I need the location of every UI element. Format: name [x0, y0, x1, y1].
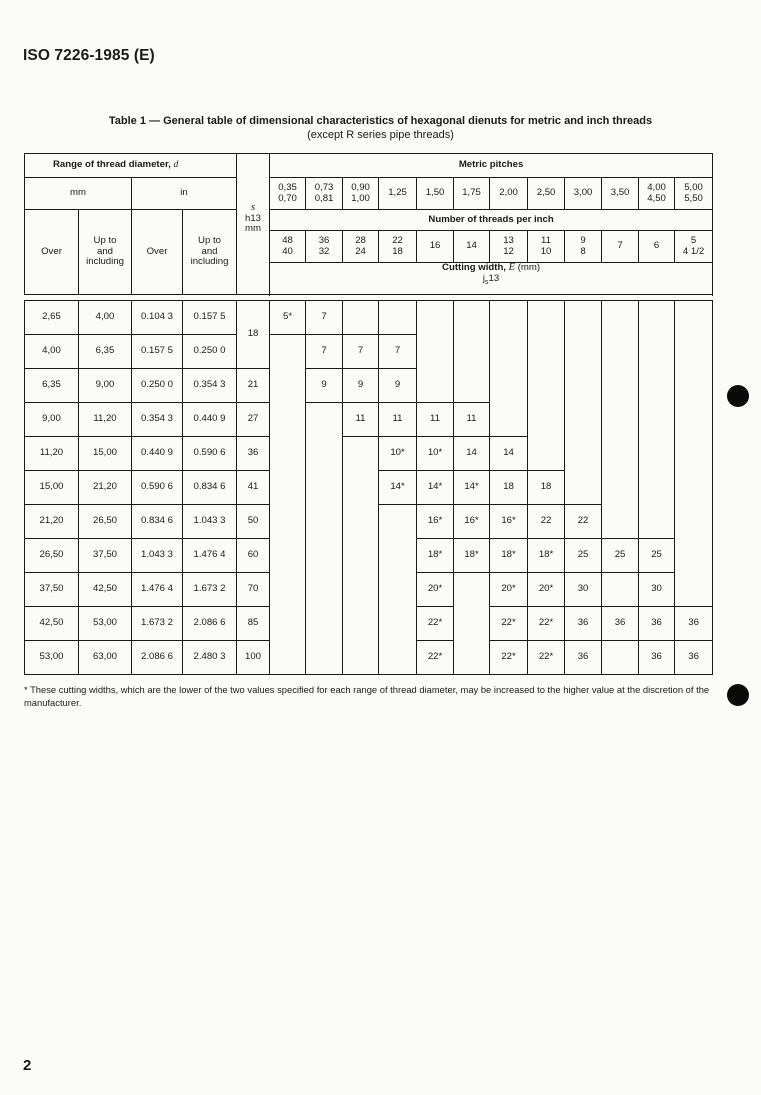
cutting-width-cell [639, 301, 675, 335]
cutting-width-cell [379, 607, 417, 641]
cutting-width-cell: 18* [490, 539, 528, 573]
up-to-text: and [201, 245, 218, 257]
diameter-in-over-cell: 0.440 9 [132, 437, 183, 471]
cutting-width-heading: Cutting width, [442, 262, 509, 274]
cutting-width-cell [675, 505, 713, 539]
cutting-width-cell: 14 [454, 437, 490, 471]
tpi-value-cell [490, 231, 528, 263]
pitch-value: 4,50 [647, 192, 666, 204]
tpi-value: 10 [540, 245, 552, 257]
diameter-in-upto-cell: 1.043 3 [183, 505, 237, 539]
cutting-width-cell: 36 [675, 607, 713, 641]
cutting-width-cell: 18 [490, 471, 528, 505]
metric-pitches-heading: Metric pitches [270, 154, 713, 178]
s-value-cell: 85 [237, 607, 270, 641]
range-heading-variable: d [173, 159, 179, 171]
cutting-width-cell: 7 [306, 301, 343, 335]
in-upto-heading [183, 210, 237, 295]
diameter-in-over-cell: 0.250 0 [132, 369, 183, 403]
cutting-width-cell [565, 369, 602, 403]
cutting-width-cell: 20* [417, 573, 454, 607]
cutting-width-cell [490, 301, 528, 335]
pitch-value: 4,00 [647, 182, 666, 193]
cutting-width-cell: 11 [417, 403, 454, 437]
mm-over-heading: Over [25, 210, 79, 295]
s-value-cell: 50 [237, 505, 270, 539]
table-subtitle: (except R series pipe threads) [307, 129, 454, 141]
s-value-cell: 27 [237, 403, 270, 437]
cutting-width-cell: 9 [306, 369, 343, 403]
tpi-value: 18 [392, 245, 403, 257]
diameter-in-over-cell: 0.354 3 [132, 403, 183, 437]
pitch-value: 3,50 [610, 187, 630, 199]
table-row [25, 437, 713, 471]
cutting-width-cell [343, 573, 379, 607]
tpi-value: 11 [541, 235, 552, 246]
table-row [25, 539, 713, 573]
diameter-mm-over-cell: 37,50 [25, 573, 79, 607]
diameter-in-over-cell: 1.476 4 [132, 573, 183, 607]
unit-in-heading: in [132, 178, 237, 210]
cutting-width-cell: 11 [454, 403, 490, 437]
tpi-value: 13 [503, 235, 514, 246]
cutting-width-cell [528, 437, 565, 471]
pitch-value: 0,70 [278, 192, 297, 204]
s-value-cell: 41 [237, 471, 270, 505]
cutting-width-cell [602, 471, 639, 505]
s-value-cell: 70 [237, 573, 270, 607]
cutting-width-cell [270, 403, 306, 437]
pitch-value: 1,75 [462, 187, 481, 199]
cutting-width-cell [343, 539, 379, 573]
cutting-width-cell [565, 437, 602, 471]
pitch-value-cell [417, 178, 454, 210]
cutting-width-cell [565, 403, 602, 437]
diameter-mm-upto-cell: 53,00 [79, 607, 132, 641]
cutting-width-cell [270, 573, 306, 607]
tpi-value: 12 [503, 245, 514, 257]
cutting-width-cell [306, 437, 343, 471]
cutting-width-cell [602, 437, 639, 471]
tpi-value-cell [306, 231, 343, 263]
pitch-value-cell [565, 178, 602, 210]
cutting-width-cell [639, 437, 675, 471]
diameter-mm-upto-cell: 11,20 [79, 403, 132, 437]
s-unit: mm [245, 223, 262, 235]
table-footnote: * These cutting widths, which are the lower of the two values specified for each range of thread diameter, may be increased to the higher value at the discretion of the manufacturer. [24, 684, 710, 708]
cutting-width-cell [528, 301, 565, 335]
cutting-width-cell: 25 [602, 539, 639, 573]
diameter-mm-upto-cell: 21,20 [79, 471, 132, 505]
cutting-width-cell [306, 573, 343, 607]
pitch-value-cell [270, 178, 306, 210]
table-row [25, 641, 713, 675]
tpi-value: 8 [580, 245, 586, 257]
cutting-width-cell [454, 607, 490, 641]
pitch-value-cell [490, 178, 528, 210]
pitch-value: 2,50 [536, 187, 556, 199]
s-value-cell: 60 [237, 539, 270, 573]
diameter-in-over-cell: 0.590 6 [132, 471, 183, 505]
cutting-width-cell [379, 539, 417, 573]
tpi-value: 32 [318, 245, 330, 257]
diameter-in-over-cell: 1.043 3 [132, 539, 183, 573]
pitch-value: 5,00 [684, 182, 703, 193]
cutting-width-cell: 22 [528, 505, 565, 539]
tpi-value: 9 [580, 235, 586, 246]
cutting-width-cell [417, 301, 454, 335]
tpi-value: 4 1/2 [682, 245, 705, 257]
pitch-value: 1,00 [351, 192, 370, 204]
diameter-mm-upto-cell: 42,50 [79, 573, 132, 607]
cutting-width-cell: 22* [417, 607, 454, 641]
dienut-dimensions-table [24, 153, 713, 675]
cutting-width-cell [379, 301, 417, 335]
tpi-value: 22 [392, 235, 403, 246]
pitch-value: 5,50 [684, 192, 703, 204]
diameter-in-upto-cell: 0.250 0 [183, 335, 237, 369]
cutting-width-cell [454, 369, 490, 403]
cutting-width-cell: 22* [490, 641, 528, 675]
cutting-width-cell: 11 [379, 403, 417, 437]
table-row [25, 403, 713, 437]
cutting-width-cell: 5* [270, 301, 306, 335]
cutting-width-cell: 7 [306, 335, 343, 369]
up-to-text: and [96, 245, 113, 257]
punch-hole-mark [727, 684, 749, 706]
tpi-value-cell [565, 231, 602, 263]
cutting-width-cell [379, 505, 417, 539]
diameter-in-upto-cell: 2.480 3 [183, 641, 237, 675]
cutting-width-cell: 25 [639, 539, 675, 573]
cutting-width-cell: 10* [417, 437, 454, 471]
cutting-width-cell: 10* [379, 437, 417, 471]
cutting-width-cell: 22 [565, 505, 602, 539]
cutting-width-cell [675, 573, 713, 607]
cutting-width-cell [343, 301, 379, 335]
diameter-in-upto-cell: 1.476 4 [183, 539, 237, 573]
diameter-mm-over-cell: 11,20 [25, 437, 79, 471]
cutting-width-cell [306, 641, 343, 675]
cutting-width-cell [343, 607, 379, 641]
cutting-width-cell [528, 335, 565, 369]
table-row [25, 301, 713, 335]
cutting-width-cell: 7 [343, 335, 379, 369]
tpi-value: 28 [355, 235, 366, 246]
cutting-width-cell [270, 539, 306, 573]
pitch-value-cell [528, 178, 565, 210]
cutting-width-cell: 36 [675, 641, 713, 675]
pitch-value: 1,50 [425, 187, 445, 199]
diameter-in-over-cell: 0.157 5 [132, 335, 183, 369]
diameter-mm-over-cell: 4,00 [25, 335, 79, 369]
cutting-width-cell [343, 505, 379, 539]
tpi-value-cell [602, 231, 639, 263]
diameter-in-upto-cell: 1.673 2 [183, 573, 237, 607]
cutting-width-cell [639, 369, 675, 403]
cutting-width-cell [379, 573, 417, 607]
cutting-width-cell [602, 335, 639, 369]
diameter-in-upto-cell: 0.354 3 [183, 369, 237, 403]
cutting-width-cell [602, 403, 639, 437]
tpi-value-cell [343, 231, 379, 263]
cutting-width-cell: 9 [343, 369, 379, 403]
table-title: Table 1 — General table of dimensional characteristics of hexagonal dienuts for metric and inch threads [108, 115, 653, 127]
cutting-width-cell [417, 335, 454, 369]
cutting-width-cell [675, 335, 713, 369]
pitch-value-cell [602, 178, 639, 210]
cutting-width-cell [270, 505, 306, 539]
document-header: ISO 7226-1985 (E) [23, 47, 155, 64]
tpi-value: 40 [282, 245, 293, 257]
tpi-value: 16 [429, 240, 441, 252]
pitch-value: 1,25 [388, 187, 407, 199]
cutting-width-variable: E [508, 262, 516, 274]
s-value-cell: 100 [237, 641, 270, 675]
diameter-in-over-cell: 2.086 6 [132, 641, 183, 675]
cutting-width-cell: 7 [379, 335, 417, 369]
pitch-value: 0,73 [314, 182, 334, 193]
table-row [25, 573, 713, 607]
mm-upto-heading [79, 210, 132, 295]
cutting-width-cell: 18* [417, 539, 454, 573]
cutting-width-cell: 18 [528, 471, 565, 505]
tpi-value-cell [528, 231, 565, 263]
pitch-value: 3,00 [573, 187, 593, 199]
tpi-value-cell [454, 231, 490, 263]
cutting-width-cell [675, 403, 713, 437]
page-number: 2 [23, 1057, 32, 1074]
diameter-in-upto-cell: 2.086 6 [183, 607, 237, 641]
cutting-width-cell: 30 [565, 573, 602, 607]
pitch-value: 0,81 [314, 192, 334, 204]
cutting-width-cell [602, 641, 639, 675]
cutting-width-cell [639, 505, 675, 539]
pitch-value: 0,90 [351, 182, 370, 193]
tpi-value: 6 [653, 240, 660, 252]
cutting-width-cell [379, 641, 417, 675]
s-value-cell: 21 [237, 369, 270, 403]
cutting-width-cell: 36 [602, 607, 639, 641]
diameter-mm-upto-cell: 6,35 [79, 335, 132, 369]
diameter-mm-upto-cell: 4,00 [79, 301, 132, 335]
tpi-value: 5 [690, 235, 697, 246]
cutting-width-cell: 25 [565, 539, 602, 573]
diameter-mm-over-cell: 21,20 [25, 505, 79, 539]
cutting-width-cell: 36 [565, 641, 602, 675]
cutting-width-unit: (mm) [515, 262, 541, 274]
cutting-tolerance: j [482, 272, 486, 284]
table-row [25, 369, 713, 403]
cutting-width-cell [675, 301, 713, 335]
tpi-value-cell [639, 231, 675, 263]
cutting-width-cell [675, 437, 713, 471]
cutting-width-cell [270, 471, 306, 505]
tpi-value: 48 [282, 235, 293, 246]
diameter-mm-upto-cell: 15,00 [79, 437, 132, 471]
cutting-width-cell: 14* [454, 471, 490, 505]
pitch-value-cell [639, 178, 675, 210]
diameter-mm-over-cell: 42,50 [25, 607, 79, 641]
cutting-width-cell [675, 471, 713, 505]
tpi-value: 7 [617, 240, 623, 252]
cutting-width-cell: 18* [528, 539, 565, 573]
cutting-width-cell [490, 369, 528, 403]
cutting-width-cell [270, 335, 306, 369]
cutting-width-cell [306, 607, 343, 641]
cutting-width-cell: 30 [639, 573, 675, 607]
cutting-width-cell [454, 335, 490, 369]
cutting-width-cell [343, 471, 379, 505]
cutting-width-cell [306, 539, 343, 573]
cutting-width-heading-cell [270, 263, 713, 295]
cutting-width-cell [270, 641, 306, 675]
cutting-width-cell: 9 [379, 369, 417, 403]
cutting-width-cell [528, 403, 565, 437]
cutting-width-cell [490, 335, 528, 369]
cutting-width-cell [270, 437, 306, 471]
cutting-width-cell [639, 471, 675, 505]
diameter-mm-over-cell: 2,65 [25, 301, 79, 335]
cutting-width-cell [565, 301, 602, 335]
up-to-text: including [190, 256, 229, 268]
up-to-text: Up to [93, 235, 117, 247]
up-to-text: including [86, 256, 124, 268]
diameter-mm-over-cell: 26,50 [25, 539, 79, 573]
diameter-in-over-cell: 1.673 2 [132, 607, 183, 641]
diameter-mm-over-cell: 6,35 [25, 369, 79, 403]
cutting-width-cell: 20* [528, 573, 565, 607]
diameter-mm-upto-cell: 37,50 [79, 539, 132, 573]
cutting-width-cell: 16* [490, 505, 528, 539]
cutting-width-cell [565, 335, 602, 369]
s-value-cell: 18 [237, 301, 270, 369]
pitch-value-cell [306, 178, 343, 210]
cutting-width-cell [565, 471, 602, 505]
cutting-width-cell [528, 369, 565, 403]
cutting-width-cell [675, 369, 713, 403]
cutting-width-cell: 16* [454, 505, 490, 539]
cutting-width-cell: 16* [417, 505, 454, 539]
table-row [25, 607, 713, 641]
pitch-value-cell [675, 178, 713, 210]
pitch-value-cell [379, 178, 417, 210]
cutting-width-cell [417, 369, 454, 403]
up-to-text: Up to [198, 235, 221, 247]
cutting-width-cell: 20* [490, 573, 528, 607]
cutting-width-cell: 18* [454, 539, 490, 573]
diameter-mm-upto-cell: 9,00 [79, 369, 132, 403]
pitch-value-cell [454, 178, 490, 210]
tpi-value-cell [379, 231, 417, 263]
cutting-width-cell: 36 [639, 641, 675, 675]
range-heading-cell [25, 154, 237, 178]
diameter-in-upto-cell: 0.157 5 [183, 301, 237, 335]
tpi-value-cell [675, 231, 713, 263]
tpi-heading: Number of threads per inch [270, 210, 713, 231]
cutting-width-cell [270, 369, 306, 403]
pitch-value-cell [343, 178, 379, 210]
cutting-width-cell [675, 539, 713, 573]
diameter-in-over-cell: 0.104 3 [132, 301, 183, 335]
cutting-width-cell: 14* [417, 471, 454, 505]
pitch-value: 2,00 [499, 187, 518, 199]
cutting-width-cell [602, 301, 639, 335]
cutting-width-cell: 22* [417, 641, 454, 675]
cutting-tolerance-grade: 13 [488, 272, 500, 284]
table-row [25, 335, 713, 369]
cutting-width-cell [306, 505, 343, 539]
cutting-width-cell: 14 [490, 437, 528, 471]
diameter-in-upto-cell: 0.834 6 [183, 471, 237, 505]
cutting-width-cell [306, 471, 343, 505]
tpi-value: 36 [318, 235, 330, 246]
cutting-width-cell [454, 301, 490, 335]
cutting-width-cell: 11 [343, 403, 379, 437]
range-heading: Range of thread diameter, [53, 159, 174, 171]
s-heading-cell [237, 154, 270, 295]
cutting-width-cell: 22* [490, 607, 528, 641]
diameter-mm-over-cell: 53,00 [25, 641, 79, 675]
cutting-width-cell [602, 369, 639, 403]
table-row [25, 505, 713, 539]
tpi-value-cell [417, 231, 454, 263]
cutting-width-cell: 14* [379, 471, 417, 505]
cutting-width-cell [602, 505, 639, 539]
cutting-width-cell: 36 [565, 607, 602, 641]
tpi-value: 14 [466, 240, 477, 252]
s-value-cell: 36 [237, 437, 270, 471]
diameter-mm-upto-cell: 63,00 [79, 641, 132, 675]
in-over-heading: Over [132, 210, 183, 295]
diameter-mm-over-cell: 9,00 [25, 403, 79, 437]
cutting-width-cell [639, 403, 675, 437]
punch-hole-mark [727, 385, 749, 407]
pitch-value: 0,35 [278, 182, 297, 193]
unit-mm-heading: mm [25, 178, 132, 210]
cutting-width-cell [343, 437, 379, 471]
diameter-in-upto-cell: 0.440 9 [183, 403, 237, 437]
table-row [25, 471, 713, 505]
diameter-in-over-cell: 0.834 6 [132, 505, 183, 539]
cutting-tolerance-subscript: s [485, 278, 489, 286]
cutting-width-cell [639, 335, 675, 369]
cutting-width-cell [270, 607, 306, 641]
cutting-width-cell: 36 [639, 607, 675, 641]
s-symbol: s [250, 202, 256, 214]
diameter-mm-over-cell: 15,00 [25, 471, 79, 505]
cutting-width-cell: 22* [528, 607, 565, 641]
tpi-value-cell [270, 231, 306, 263]
diameter-in-upto-cell: 0.590 6 [183, 437, 237, 471]
cutting-width-cell [343, 641, 379, 675]
cutting-width-cell [490, 403, 528, 437]
s-tolerance: h13 [245, 212, 262, 224]
tpi-value: 24 [355, 245, 366, 257]
diameter-mm-upto-cell: 26,50 [79, 505, 132, 539]
table-caption [24, 114, 737, 142]
cutting-width-cell [454, 641, 490, 675]
cutting-width-cell [454, 573, 490, 607]
cutting-width-cell: 22* [528, 641, 565, 675]
cutting-width-cell [306, 403, 343, 437]
cutting-width-cell [602, 573, 639, 607]
